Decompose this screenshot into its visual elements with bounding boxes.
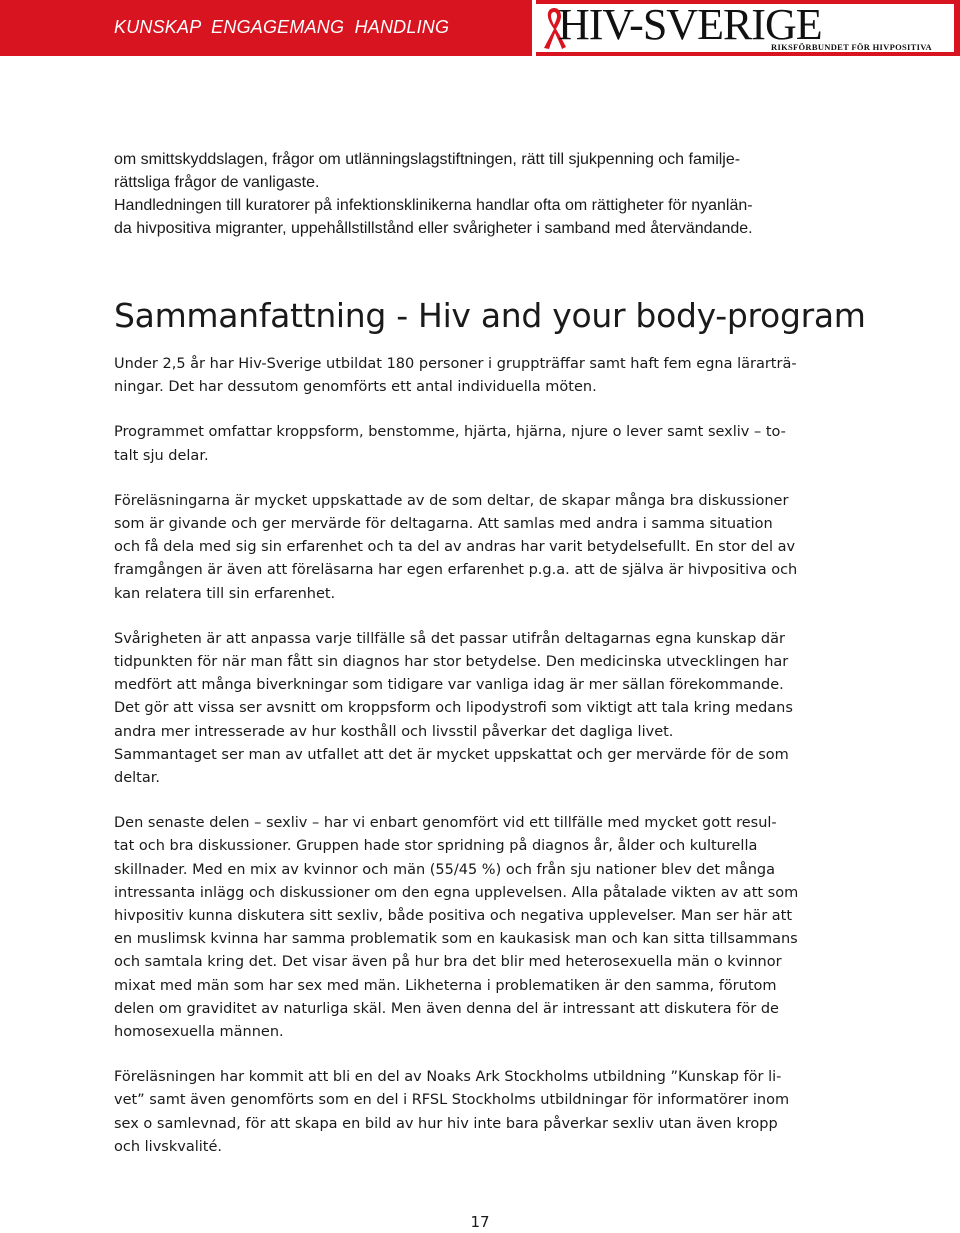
paragraph-training-stats	[114, 353, 844, 399]
intro-line: rättsliga frågor de vanligaste.	[114, 174, 320, 191]
intro-line: da hivpositiva migranter, uppehållstillstånd eller svårigheter i samband med återvändande.	[114, 220, 753, 237]
text-line: intressanta inlägg och diskussioner om den egna upplevelsen. Alla påtalade vikten av att som	[114, 884, 799, 901]
text-line: andra mer intresserade av hur kosthåll och livsstil påverkar det dagliga livet.	[114, 723, 674, 740]
paragraph-program-contents	[114, 421, 844, 467]
paragraph-difficulty	[114, 628, 844, 790]
text-line: Svårigheten är att anpassa varje tillfälle så det passar utifrån deltagarnas egna kunskap där	[114, 630, 785, 647]
text-line: en muslimsk kvinna har samma problematik som en kaukasisk man och kan sitta tillsammans	[114, 931, 798, 948]
text-line: deltar.	[114, 770, 160, 787]
text-line: kan relatera till sin erfarenhet.	[114, 585, 336, 602]
paragraph-lectures-appreciated	[114, 490, 844, 606]
intro-line: om smittskyddslagen, frågor om utlänningslagstiftningen, rätt till sjukpenning och familje-	[114, 151, 741, 168]
intro-text	[114, 148, 844, 240]
page-content	[114, 148, 866, 1159]
section-heading: Sammanfattning - Hiv and your body-program	[114, 296, 866, 335]
text-line: Det gör att vissa ser avsnitt om kroppsform och lipodystrofi som viktigt att tala kring medans	[114, 700, 793, 717]
text-line: tat och bra diskussioner. Gruppen hade stor spridning på diagnos år, ålder och kulturella	[114, 838, 758, 855]
section-body	[114, 353, 844, 1159]
text-line: talt sju delar.	[114, 447, 209, 464]
text-line: Programmet omfattar kroppsform, benstomme, hjärta, hjärna, njure o lever samt sexliv – to-	[114, 424, 786, 441]
text-line: och få dela med sig sin erfarenhet och ta del av andras har varit betydelsefullt. En stor del av	[114, 539, 796, 556]
hiv-sverige-logo	[536, 0, 954, 52]
text-line: tidpunkten för när man fått sin diagnos har stor betydelse. Den medicinska utvecklingen har	[114, 654, 789, 671]
text-line: delen om graviditet av naturliga skäl. Men även denna del är intressant att diskutera för de	[114, 1000, 779, 1017]
text-line: Föreläsningen har kommit att bli en del av Noaks Ark Stockholms utbildning ”Kunskap för li-	[114, 1069, 782, 1086]
text-line: Under 2,5 år har Hiv-Sverige utbildat 180 personer i gruppträffar samt haft fem egna lärarträ-	[114, 356, 797, 372]
text-line: ningar. Det har dessutom genomförts ett antal individuella möten.	[114, 379, 597, 396]
paragraph-sexliv	[114, 812, 844, 1044]
text-line: homosexuella männen.	[114, 1024, 284, 1041]
text-line: mixat med män som har sex med män. Likheterna i problematiken är den samma, förutom	[114, 977, 777, 994]
text-line: sex o samlevnad, för att skapa en bild av hur hiv inte bara påverkar sexliv utan även kropp	[114, 1115, 778, 1132]
text-line: Sammantaget ser man av utfallet att det är mycket uppskattat och ger mervärde för de som	[114, 746, 789, 763]
text-line: skillnader. Med en mix av kvinnor och män (55/45 %) och från sju nationer blev det många	[114, 861, 776, 878]
text-line: Den senaste delen – sexliv – har vi enbart genomfört vid ett tillfälle med mycket gott resul-	[114, 815, 777, 832]
text-line: som är givande och ger mervärde för deltagarna. Att samlas med andra i samma situation	[114, 516, 773, 533]
text-line: och samtala kring det. Det visar även på hur bra det blir med heterosexuella män o kvinnor	[114, 954, 782, 971]
paragraph-noaks-ark	[114, 1066, 844, 1159]
text-line: hivpositiv kunna diskutera sitt sexliv, både positiva och negativa upplevelser. Man ser här att	[114, 908, 793, 925]
text-line: framgången är även att föreläsarna har egen erfarenhet p.g.a. att de själva är hivpositiva och	[114, 562, 798, 579]
intro-line: Handledningen till kuratorer på infektionsklinikerna handlar ofta om rättigheter för nyanlän-	[114, 197, 753, 214]
text-line: Föreläsningarna är mycket uppskattade av de som deltar, de skapar många bra diskussioner	[114, 492, 789, 509]
text-line: medfört att många biverkningar som tidigare var vanliga idag är mer sällan förekommande.	[114, 677, 784, 694]
page-number: 17	[470, 1213, 490, 1231]
text-line: vet” samt även genomförts som en del i RFSL Stockholms utbildningar för informatörer inom	[114, 1092, 790, 1109]
logo-title: HIV-SVERIGE	[558, 0, 822, 49]
text-line: och livskvalité.	[114, 1138, 222, 1155]
page-header	[0, 0, 960, 56]
logo-subtitle: RIKSFÖRBUNDET FÖR HIVPOSITIVA	[771, 42, 932, 52]
header-tagline: KUNSKAP ENGAGEMANG HANDLING	[114, 17, 450, 37]
